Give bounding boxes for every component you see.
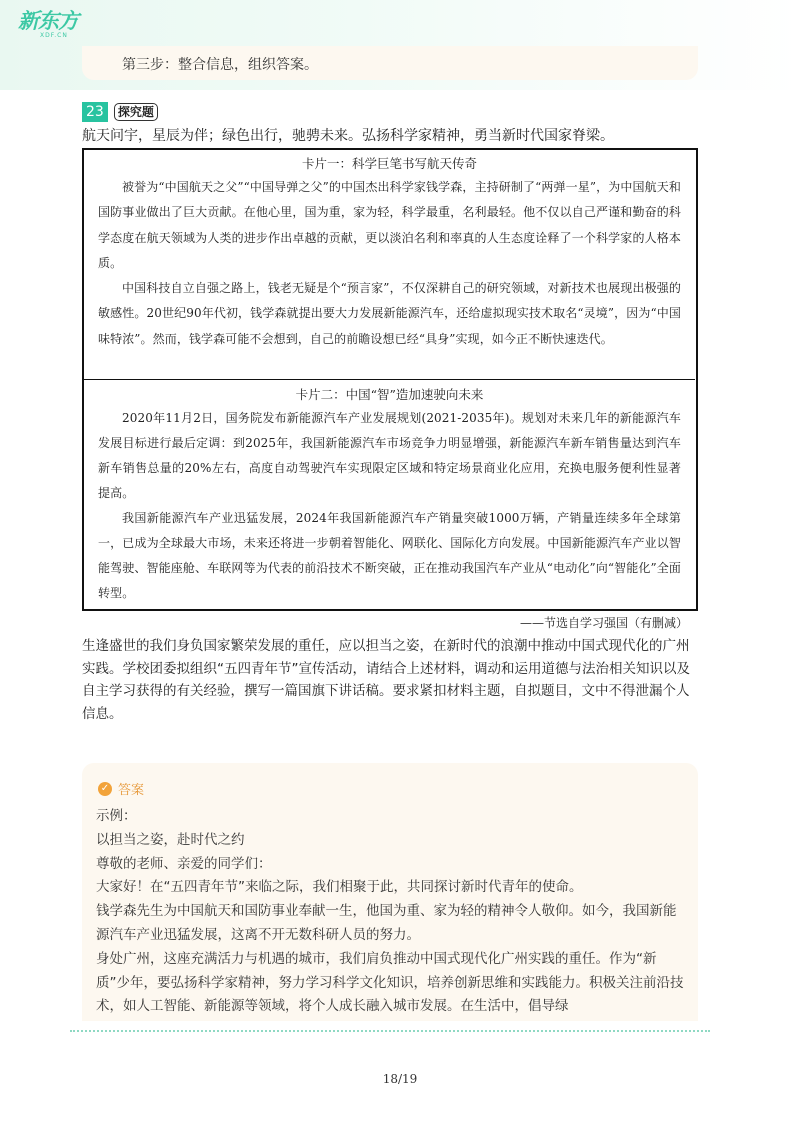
- question-header: [82, 102, 158, 122]
- card-divider: [84, 379, 695, 380]
- answer-line: 示例：: [96, 808, 137, 824]
- logo-subtext: XDF.CN: [40, 32, 68, 39]
- question-intro: 航天问宇，星辰为伴；绿色出行，驰骋未来。弘扬科学家精神，勇当新时代国家脊梁。: [82, 128, 614, 144]
- check-icon: ✓: [98, 782, 112, 796]
- section-divider: [70, 1030, 710, 1032]
- step-box: [82, 46, 698, 80]
- answer-line: 尊敬的老师、亲爱的同学们：: [96, 855, 272, 872]
- page-number: 18/19: [382, 1072, 418, 1086]
- answer-header: [98, 779, 144, 798]
- card-one-paragraph: 被誉为“中国航天之父”“中国导弹之父”的中国杰出科学家钱学森，主持研制了“两弹一星”，为中国航天和国防事业做出了巨大贡献。在他心里，国为重，家为轻，科学最重，名利最轻。他不仅以自己严谨和勤奋的科学态度在航天领域为人类的进步作出卓越的贡献，更以淡泊名利和率真的人生态度诠释了一个科学家的人格本质。: [98, 180, 681, 270]
- question-type-tag: 探究题: [114, 103, 158, 121]
- card-one: [84, 150, 695, 378]
- logo-text: 新东方: [18, 9, 78, 33]
- answer-line: 身处广州，这座充满活力与机遇的城市，我们肩负推动中国式现代化广州实践的重任。作为“新质”少年，要弘扬科学家精神，努力学习科学文化知识，培养创新思维和实践能力。积极关注前沿技术，如人工智能、新能源等领域，将个人成长融入城市发展。在生活中，倡导绿: [96, 950, 684, 1015]
- source-citation: ——节选自学习强国（有删减）: [519, 616, 688, 630]
- answer-line: 钱学森先生为中国航天和国防事业奉献一生，他国为重、家为轻的精神令人敬仰。如今，我国新能源汽车产业迅猛发展，这离不开无数科研人员的努力。: [96, 903, 677, 943]
- material-cards: [82, 148, 698, 611]
- answer-label: 答案: [118, 783, 145, 798]
- card-one-paragraph: 中国科技自立自强之路上，钱老无疑是个“预言家”，不仅深耕自己的研究领域，对新技术也展现出极强的敏感性。20世纪90年代初，钱学森就提出要大力发展新能源汽车，还给虚拟现实技术取名“灵境”，因为“中国味特浓”。然而，钱学森可能不会想到，自己的前瞻设想已经“具身”实现，如今正不断快速迭代。: [98, 281, 681, 346]
- question-task: 生逢盛世的我们身负国家繁荣发展的重任，应以担当之姿，在新时代的浪潮中推动中国式现代化的广州实践。学校团委拟组织“五四青年节”宣传活动，请结合上述材料，调动和运用道德与法治相关知识以及自主学习获得的有关经验，撰写一篇国旗下讲话稿。要求紧扣材料主题，自拟题目，文中不得泄漏个人信息。: [82, 638, 690, 722]
- answer-line: 以担当之姿，赴时代之约: [96, 831, 245, 848]
- card-two-paragraph: 2020年11月2日，国务院发布新能源汽车产业发展规划(2021-2035年)。规划对未来几年的新能源汽车发展目标进行最后定调：到2025年，我国新能源汽车市场竞争力明显增强，新能源汽车新车销售量达到汽车新车销售总量的20%左右，高度自动驾驶汽车实现限定区域和特定场景商业化应用，充换电服务便利性显著提高。: [98, 411, 681, 500]
- card-one-title: 卡片一：科学巨笔书写航天传奇: [301, 156, 477, 171]
- card-two-title: 卡片二：中国“智”造加速驶向未来: [295, 387, 484, 402]
- answer-line: 大家好！在“五四青年节”来临之际，我们相聚于此，共同探讨新时代青年的使命。: [96, 879, 583, 896]
- answer-box: [82, 763, 698, 1021]
- brand-logo: [18, 10, 88, 44]
- step-text: 第三步：整合信息，组织答案。: [122, 57, 318, 73]
- question-number: 23: [82, 102, 108, 122]
- card-two-paragraph: 我国新能源汽车产业迅猛发展，2024年我国新能源汽车产销量突破1000万辆，产销量连续多年全球第一，已成为全球最大市场，未来还将进一步朝着智能化、网联化、国际化方向发展。中国新能源汽车产业以智能驾驶、智能座舱、车联网等为代表的前沿技术不断突破，正在推动我国汽车产业从“电动化”向“智能化”全面转型。: [98, 511, 681, 600]
- card-two: [84, 381, 695, 609]
- answer-body: [96, 805, 686, 1019]
